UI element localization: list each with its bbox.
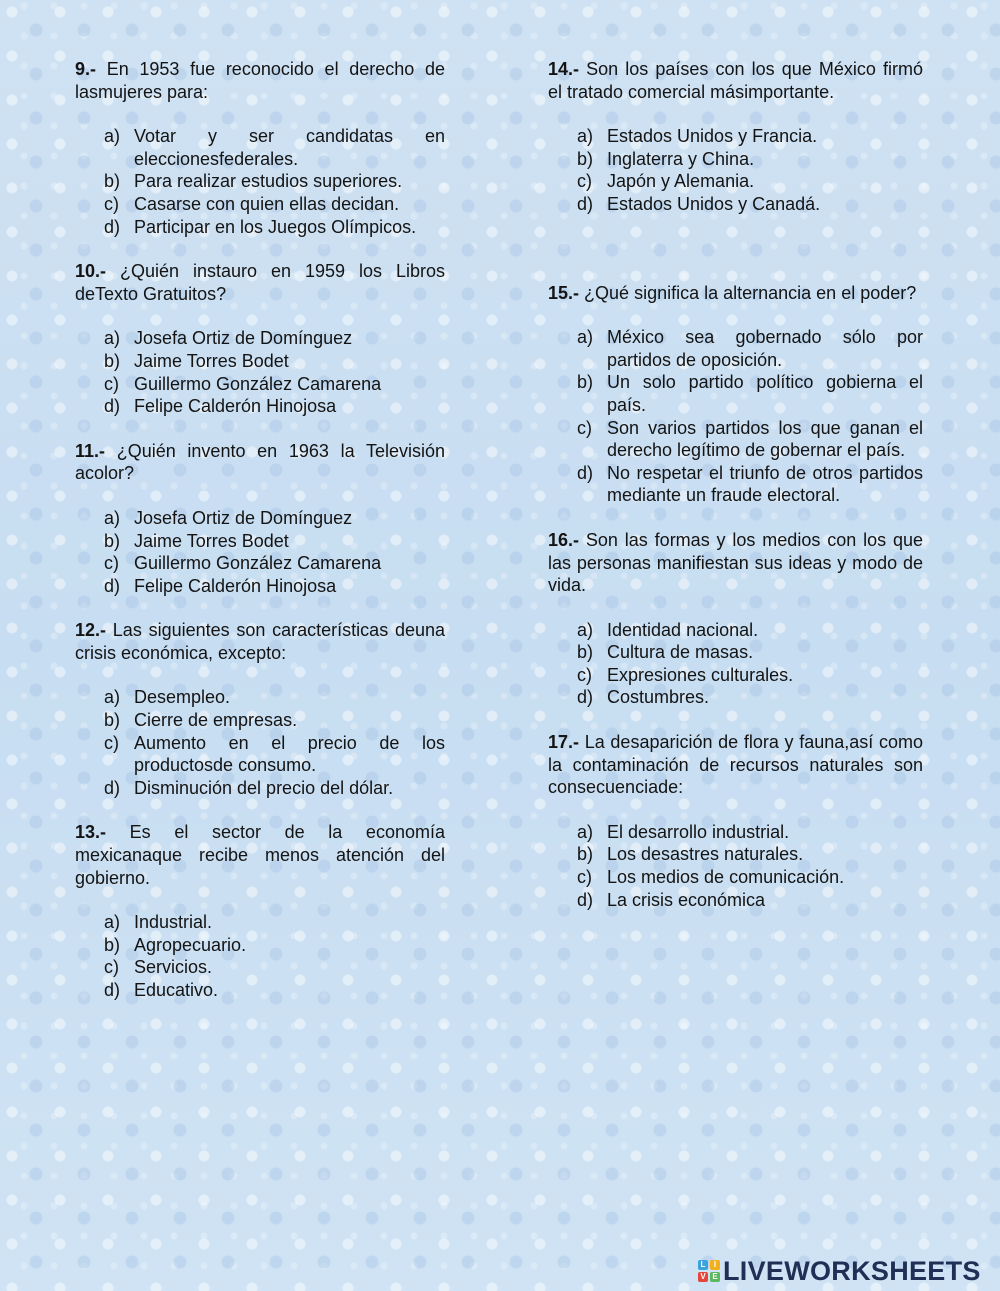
answer-options bbox=[548, 326, 923, 507]
option-text: Estados Unidos y Canadá. bbox=[607, 193, 821, 214]
option-text: No respetar el triunfo de otros partidos mediante un fraude electoral. bbox=[607, 462, 923, 506]
option-text: Expresiones culturales. bbox=[607, 664, 794, 685]
option-letter: b) bbox=[577, 642, 594, 663]
option-letter: c) bbox=[104, 553, 119, 574]
option-a[interactable] bbox=[104, 507, 445, 530]
question-number: 12.- bbox=[75, 620, 107, 641]
answer-options bbox=[75, 911, 445, 1001]
question-text: La desaparición de flora y fauna,así como la contaminación de recursos naturales son consecuenciade: bbox=[548, 732, 923, 798]
question-text: Las siguientes son características deuna crisis económica, excepto: bbox=[75, 620, 445, 663]
answer-options bbox=[75, 507, 445, 597]
option-d[interactable] bbox=[577, 462, 923, 507]
option-c[interactable] bbox=[104, 373, 445, 396]
option-text: Disminución del precio del dólar. bbox=[134, 777, 394, 798]
question-number: 9.- bbox=[75, 59, 97, 79]
option-letter: d) bbox=[577, 889, 594, 910]
option-letter: b) bbox=[577, 148, 594, 169]
option-letter: a) bbox=[104, 126, 121, 147]
question-number: 10.- bbox=[75, 261, 107, 282]
option-text: Un solo partido político gobierna el país. bbox=[607, 372, 923, 415]
option-text: Educativo. bbox=[134, 980, 219, 1000]
option-text: Felipe Calderón Hinojosa bbox=[134, 396, 337, 417]
option-c[interactable] bbox=[577, 170, 923, 193]
question-15 bbox=[548, 282, 923, 507]
question-17 bbox=[548, 731, 923, 911]
question-number: 15.- bbox=[548, 282, 580, 303]
option-d[interactable] bbox=[104, 216, 445, 239]
option-letter: b) bbox=[104, 350, 121, 371]
option-letter: a) bbox=[104, 507, 121, 528]
option-text: Casarse con quien ellas decidan. bbox=[134, 193, 400, 214]
answer-options bbox=[548, 125, 923, 215]
option-letter: b) bbox=[577, 844, 594, 865]
question-stem bbox=[75, 619, 445, 664]
question-number: 14.- bbox=[548, 59, 580, 79]
option-letter: d) bbox=[577, 687, 594, 708]
option-b[interactable] bbox=[577, 148, 923, 171]
question-16 bbox=[548, 529, 923, 709]
answer-options bbox=[75, 327, 445, 417]
right-column bbox=[548, 58, 923, 933]
option-b[interactable] bbox=[104, 170, 445, 193]
option-d[interactable] bbox=[104, 575, 445, 598]
option-letter: d) bbox=[577, 193, 594, 214]
question-14 bbox=[548, 58, 923, 260]
question-number: 16.- bbox=[548, 529, 580, 550]
option-text: Japón y Alemania. bbox=[607, 171, 755, 192]
option-b[interactable] bbox=[577, 843, 923, 866]
brand-wordmark: LIVEWORKSHEETS bbox=[723, 1255, 981, 1286]
question-text: Son los países con los que México firmó el tratado comercial másimportante. bbox=[548, 59, 923, 102]
option-a[interactable] bbox=[104, 911, 445, 934]
option-a[interactable] bbox=[577, 619, 923, 642]
question-text: Son las formas y los medios con los que las personas manifiestan sus ideas y modo de vida. bbox=[548, 529, 923, 596]
option-letter: d) bbox=[104, 777, 121, 798]
option-text: Identidad nacional. bbox=[607, 619, 759, 640]
question-text: Es el sector de la economía mexicanaque recibe menos atención del gobierno. bbox=[75, 822, 445, 888]
logo-tile: I bbox=[710, 1260, 720, 1270]
option-text: La crisis económica bbox=[607, 889, 766, 910]
question-13 bbox=[75, 821, 445, 1001]
logo-tile: E bbox=[710, 1272, 720, 1282]
option-text: Felipe Calderón Hinojosa bbox=[134, 575, 337, 596]
option-letter: d) bbox=[104, 575, 121, 596]
option-letter: d) bbox=[104, 396, 121, 417]
question-text: ¿Quién instauro en 1959 los Libros deTexto Gratuitos? bbox=[75, 261, 445, 304]
option-letter: a) bbox=[104, 912, 121, 933]
question-12 bbox=[75, 619, 445, 799]
option-text: Agropecuario. bbox=[134, 934, 247, 955]
option-letter: b) bbox=[104, 530, 121, 551]
option-letter: b) bbox=[104, 171, 121, 192]
option-text: Cultura de masas. bbox=[607, 642, 754, 663]
logo-tile: L bbox=[698, 1260, 708, 1270]
answer-options bbox=[75, 686, 445, 799]
option-text: Costumbres. bbox=[607, 687, 710, 708]
option-text: Jaime Torres Bodet bbox=[134, 350, 289, 371]
question-text: ¿Qué significa la alternancia en el poder? bbox=[584, 282, 917, 303]
logo-tile: V bbox=[698, 1272, 708, 1282]
question-number: 11.- bbox=[75, 440, 106, 461]
option-text: Josefa Ortiz de Domínguez bbox=[134, 328, 353, 349]
option-letter: b) bbox=[577, 372, 594, 393]
option-letter: d) bbox=[577, 462, 594, 483]
option-text: Son varios partidos los que ganan el derecho legítimo de gobernar el país. bbox=[607, 417, 923, 461]
option-letter: a) bbox=[577, 619, 594, 640]
question-stem bbox=[75, 58, 445, 103]
question-text: ¿Quién invento en 1963 la Televisión acolor? bbox=[75, 440, 445, 484]
option-c[interactable] bbox=[104, 956, 445, 979]
option-text: Inglaterra y China. bbox=[607, 148, 755, 169]
option-letter: a) bbox=[577, 821, 594, 842]
option-letter: a) bbox=[104, 328, 121, 349]
option-letter: c) bbox=[104, 373, 119, 394]
option-b[interactable] bbox=[104, 934, 445, 957]
option-c[interactable] bbox=[577, 664, 923, 687]
question-stem bbox=[548, 282, 923, 305]
question-stem bbox=[548, 58, 923, 103]
option-b[interactable] bbox=[104, 709, 445, 732]
question-10 bbox=[75, 260, 445, 418]
answer-options bbox=[548, 821, 923, 911]
question-stem bbox=[548, 529, 923, 597]
option-b[interactable] bbox=[577, 371, 923, 416]
question-stem bbox=[548, 731, 923, 799]
answer-options bbox=[548, 619, 923, 709]
question-11 bbox=[75, 440, 445, 598]
option-text: Guillermo González Camarena bbox=[134, 373, 382, 394]
option-letter: d) bbox=[104, 216, 121, 237]
option-text: Votar y ser candidatas en eleccionesfederales. bbox=[134, 126, 445, 169]
option-a[interactable] bbox=[577, 125, 923, 148]
option-letter: d) bbox=[104, 980, 121, 1000]
option-letter: b) bbox=[104, 710, 121, 731]
option-letter: a) bbox=[104, 687, 121, 708]
question-stem bbox=[75, 260, 445, 305]
option-d[interactable] bbox=[577, 686, 923, 709]
option-a[interactable] bbox=[577, 326, 923, 371]
liveworksheets-logo-icon bbox=[698, 1260, 720, 1282]
option-c[interactable] bbox=[104, 193, 445, 216]
option-letter: b) bbox=[104, 934, 121, 955]
option-d[interactable] bbox=[577, 193, 923, 216]
question-number: 13.- bbox=[75, 822, 107, 843]
option-text: Para realizar estudios superiores. bbox=[134, 171, 403, 192]
question-stem bbox=[75, 440, 445, 485]
option-text: Josefa Ortiz de Domínguez bbox=[134, 507, 353, 528]
question-stem bbox=[75, 821, 445, 889]
option-text: Desempleo. bbox=[134, 687, 231, 708]
question-9 bbox=[75, 58, 445, 238]
option-a[interactable] bbox=[104, 686, 445, 709]
option-text: Aumento en el precio de los productosde consumo. bbox=[134, 732, 445, 776]
spacer bbox=[548, 216, 923, 260]
liveworksheets-watermark[interactable] bbox=[698, 1256, 981, 1286]
option-letter: c) bbox=[577, 664, 592, 685]
option-d[interactable] bbox=[104, 395, 445, 418]
option-text: Los medios de comunicación. bbox=[607, 867, 845, 888]
option-c[interactable] bbox=[104, 732, 445, 777]
option-text: Industrial. bbox=[134, 912, 213, 933]
option-b[interactable] bbox=[104, 530, 445, 553]
option-a[interactable] bbox=[577, 821, 923, 844]
option-text: Los desastres naturales. bbox=[607, 844, 804, 865]
option-letter: a) bbox=[577, 327, 594, 348]
option-c[interactable] bbox=[104, 552, 445, 575]
option-text: Jaime Torres Bodet bbox=[134, 530, 289, 551]
option-letter: c) bbox=[577, 867, 592, 888]
option-letter: c) bbox=[104, 957, 119, 978]
option-text: México sea gobernado sólo por partidos de oposición. bbox=[607, 327, 923, 370]
option-text: Guillermo González Camarena bbox=[134, 553, 382, 574]
option-text: Servicios. bbox=[134, 957, 213, 978]
option-text: Cierre de empresas. bbox=[134, 710, 298, 731]
question-number: 17.- bbox=[548, 732, 580, 753]
option-c[interactable] bbox=[577, 417, 923, 462]
option-a[interactable] bbox=[104, 327, 445, 350]
option-c[interactable] bbox=[577, 866, 923, 889]
option-letter: c) bbox=[577, 171, 592, 192]
left-column bbox=[75, 58, 445, 1024]
answer-options bbox=[75, 125, 445, 238]
option-d[interactable] bbox=[104, 979, 445, 1002]
option-letter: c) bbox=[104, 193, 119, 214]
option-letter: c) bbox=[104, 732, 119, 753]
option-a[interactable] bbox=[104, 125, 445, 170]
option-text: El desarrollo industrial. bbox=[607, 821, 790, 842]
option-b[interactable] bbox=[577, 641, 923, 664]
option-d[interactable] bbox=[104, 777, 445, 800]
option-text: Estados Unidos y Francia. bbox=[607, 126, 818, 147]
option-b[interactable] bbox=[104, 350, 445, 373]
question-text: En 1953 fue reconocido el derecho de lasmujeres para: bbox=[75, 59, 445, 102]
option-d[interactable] bbox=[577, 889, 923, 912]
option-text: Participar en los Juegos Olímpicos. bbox=[134, 216, 417, 237]
option-letter: c) bbox=[577, 417, 592, 438]
option-letter: a) bbox=[577, 126, 594, 147]
